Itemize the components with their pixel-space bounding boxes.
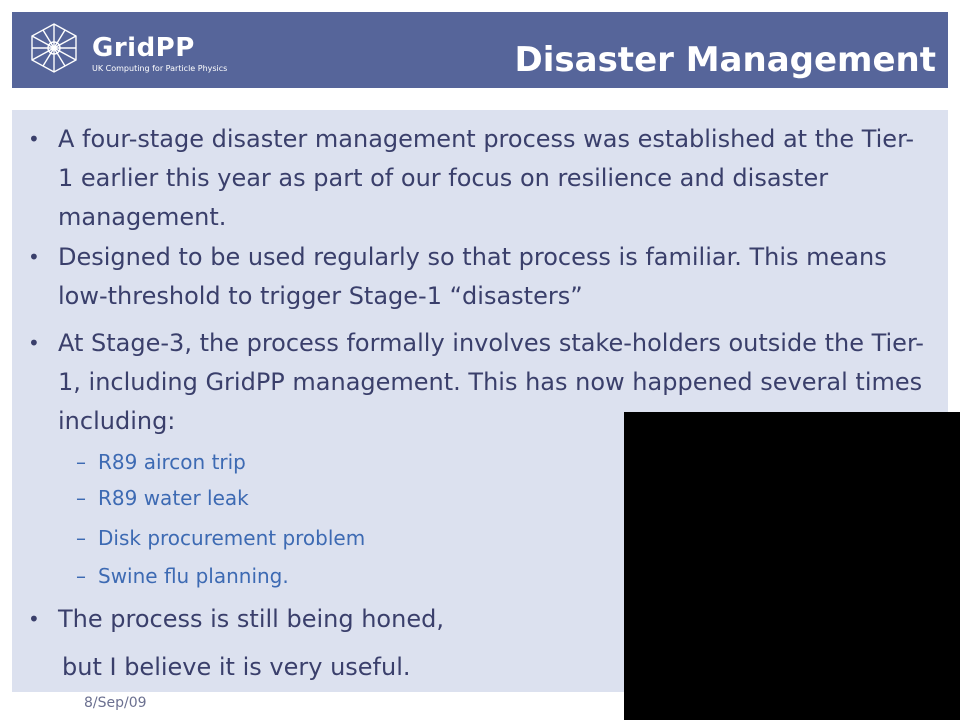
redacted-region (624, 412, 960, 720)
sub-bullet-item: – Swine flu planning. (98, 562, 289, 590)
bullet-item: • A four-stage disaster management process was established at the Tier-1 earlier this year as part of our focus on resilience and disaster management. (58, 120, 928, 237)
title-bar (12, 12, 948, 88)
bullet-continuation: but I believe it is very useful. (62, 653, 411, 681)
slide-title: Disaster Management (514, 40, 936, 80)
logo-wordmark: GridPP (92, 33, 195, 63)
bullet-item: • Designed to be used regularly so that process is familiar. This means low-threshold to trigger Stage-1 “disasters” (58, 238, 928, 316)
sub-bullet-item: – R89 aircon trip (98, 448, 246, 476)
bullet-item: • The process is still being honed, (58, 600, 928, 639)
gridpp-logo (26, 20, 226, 80)
slide-date: 8/Sep/09 (84, 695, 147, 711)
bullet-item: • At Stage-3, the process formally involves stake-holders outside the Tier-1, including GridPP management. This has now happened several times including: (58, 324, 928, 441)
grid-globe-icon (26, 20, 82, 76)
sub-bullet-item: – R89 water leak (98, 484, 249, 512)
sub-bullet-item: – Disk procurement problem (98, 524, 365, 552)
logo-tagline: UK Computing for Particle Physics (92, 64, 228, 73)
